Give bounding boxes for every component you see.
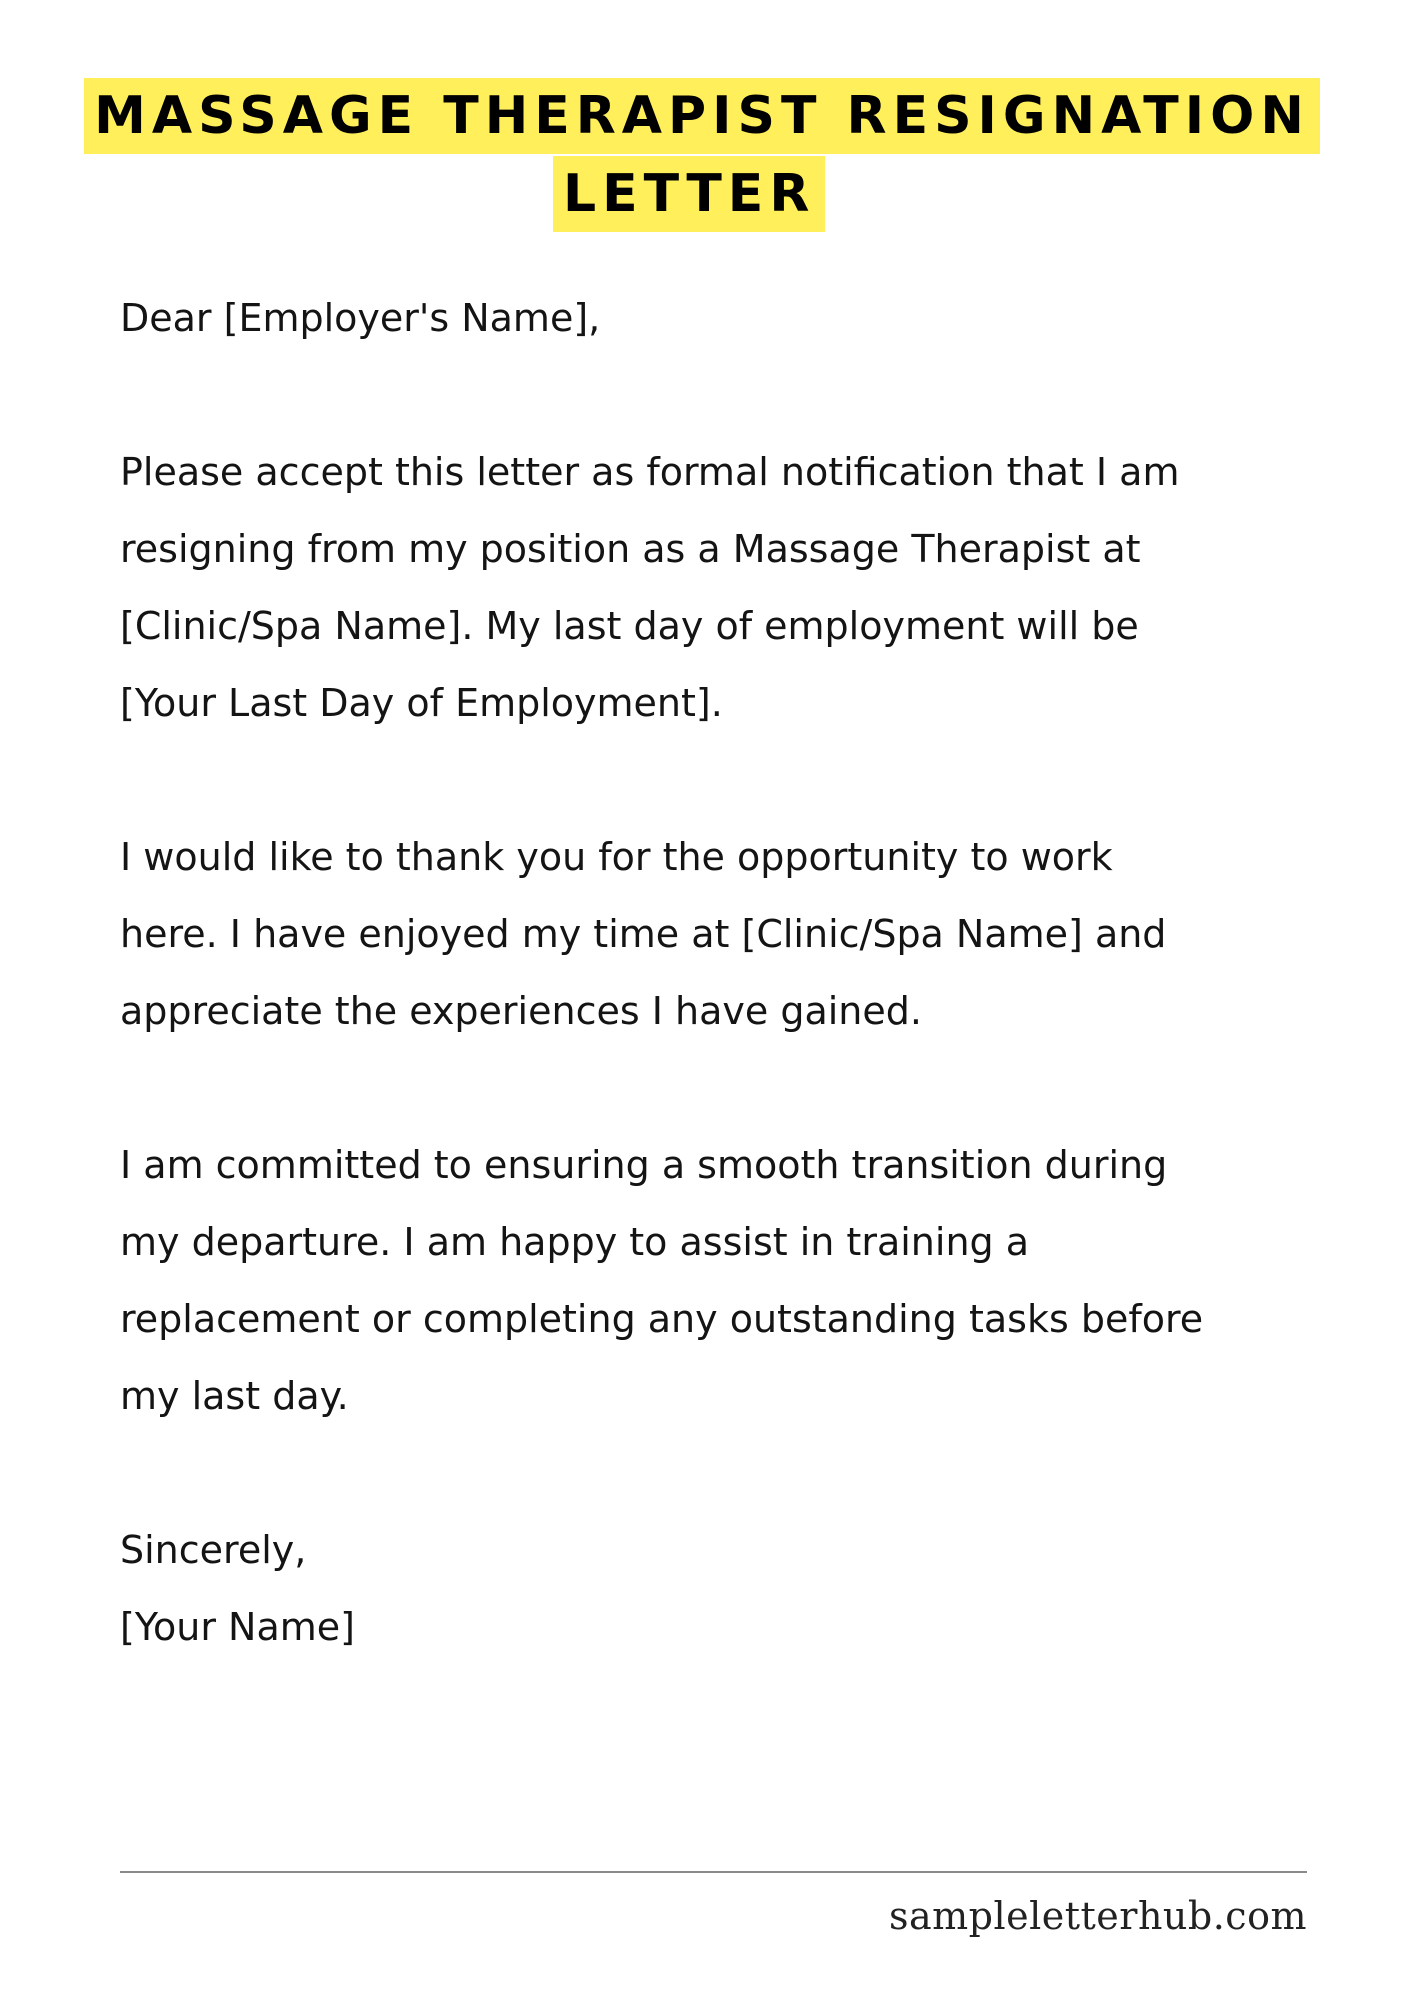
title-line-2: LETTER	[553, 156, 825, 232]
paragraph-line: [Your Last Day of Employment].	[120, 681, 723, 725]
paragraph-line: my departure. I am happy to assist in training a	[120, 1220, 1030, 1264]
paragraph-transition	[120, 1127, 1350, 1435]
footer-divider	[120, 1871, 1307, 1873]
paragraph-thanks	[120, 819, 1350, 1050]
paragraph-line: I would like to thank you for the opportunity to work	[120, 835, 1113, 879]
paragraph-line: [Clinic/Spa Name]. My last day of employment will be	[120, 604, 1139, 648]
paragraph-line: appreciate the experiences I have gained.	[120, 989, 922, 1033]
paragraph-line: replacement or completing any outstanding tasks before	[120, 1297, 1204, 1341]
website-footer: sampleletterhub.com	[888, 1894, 1307, 1938]
paragraph-line: here. I have enjoyed my time at [Clinic/Spa Name] and	[120, 912, 1167, 956]
paragraph-line: resigning from my position as a Massage Therapist at	[120, 527, 1141, 571]
closing: Sincerely,	[120, 1528, 307, 1572]
letter-body	[120, 280, 1350, 1666]
salutation: Dear [Employer's Name],	[120, 296, 601, 340]
closing-block	[120, 1512, 1350, 1666]
paragraph-notification	[120, 434, 1350, 742]
paragraph-line: my last day.	[120, 1374, 349, 1418]
paragraph-line: I am committed to ensuring a smooth transition during	[120, 1143, 1168, 1187]
letter-title	[0, 78, 1414, 232]
paragraph-line: Please accept this letter as formal notification that I am	[120, 450, 1180, 494]
title-line-1: MASSAGE THERAPIST RESIGNATION	[84, 78, 1320, 154]
signature: [Your Name]	[120, 1605, 355, 1649]
